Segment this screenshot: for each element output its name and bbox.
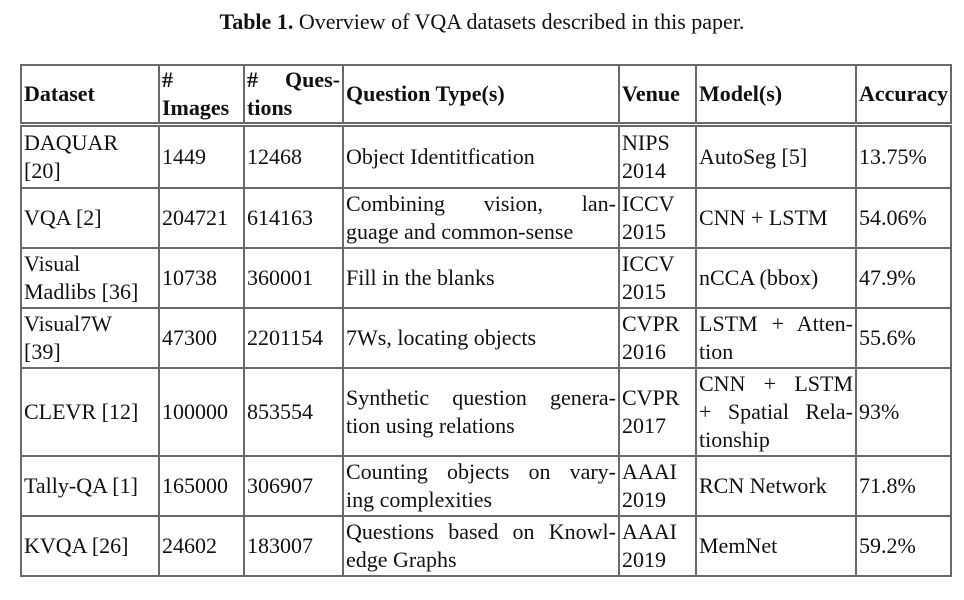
cell-questions: 183007 [244,516,343,576]
caption-label: Table 1. [219,9,294,34]
cell-accuracy: 71.8% [856,456,951,516]
cell-question-type: Synthetic question genera- tion using relations [343,368,619,456]
cell-model: LSTM + Atten- tion [696,308,856,368]
header-question-types: Question Type(s) [343,65,619,123]
cell-accuracy: 55.6% [856,308,951,368]
cell-images: 204721 [159,188,244,248]
header-row [21,65,951,123]
cell-model: AutoSeg [5] [696,126,856,188]
cell-images: 100000 [159,368,244,456]
cell-dataset: DAQUAR [20] [21,126,159,188]
cell-model: MemNet [696,516,856,576]
header-questions: # Ques- tions [244,65,343,123]
caption-text: Overview of VQA datasets described in this paper. [293,9,745,34]
cell-dataset: CLEVR [12] [21,368,159,456]
table-row [21,368,951,456]
table-row [21,308,951,368]
cell-venue: ICCV 2015 [619,248,696,308]
table-row [21,516,951,576]
cell-images: 24602 [159,516,244,576]
cell-questions: 12468 [244,126,343,188]
cell-questions: 306907 [244,456,343,516]
header-accuracy: Accuracy [856,65,951,123]
cell-dataset: Tally-QA [1] [21,456,159,516]
cell-venue: CVPR 2016 [619,308,696,368]
header-dataset: Dataset [21,65,159,123]
table-row [21,126,951,188]
cell-venue: ICCV 2015 [619,188,696,248]
cell-venue: AAAI 2019 [619,456,696,516]
cell-images: 165000 [159,456,244,516]
cell-model: CNN + LSTM + Spatial Rela- tionship [696,368,856,456]
cell-venue: NIPS 2014 [619,126,696,188]
cell-accuracy: 13.75% [856,126,951,188]
header-venue: Venue [619,65,696,123]
header-images: # Images [159,65,244,123]
table-row [21,456,951,516]
table-row [21,248,951,308]
header-models: Model(s) [696,65,856,123]
cell-images: 47300 [159,308,244,368]
cell-questions: 614163 [244,188,343,248]
cell-accuracy: 59.2% [856,516,951,576]
table-header [20,64,952,124]
cell-images: 10738 [159,248,244,308]
table-caption [0,8,964,36]
cell-questions: 360001 [244,248,343,308]
cell-dataset: Visual7W [39] [21,308,159,368]
cell-question-type: Questions based on Knowl- edge Graphs [343,516,619,576]
cell-dataset: Visual Madlibs [36] [21,248,159,308]
table-body [20,125,952,577]
cell-question-type: 7Ws, locating objects [343,308,619,368]
cell-question-type: Counting objects on vary- ing complexities [343,456,619,516]
cell-model: nCCA (bbox) [696,248,856,308]
cell-venue: AAAI 2019 [619,516,696,576]
table-row [21,188,951,248]
cell-dataset: VQA [2] [21,188,159,248]
cell-question-type: Fill in the blanks [343,248,619,308]
cell-model: RCN Network [696,456,856,516]
cell-questions: 2201154 [244,308,343,368]
cell-accuracy: 54.06% [856,188,951,248]
cell-accuracy: 47.9% [856,248,951,308]
cell-dataset: KVQA [26] [21,516,159,576]
cell-question-type: Object Identitfication [343,126,619,188]
cell-images: 1449 [159,126,244,188]
cell-model: CNN + LSTM [696,188,856,248]
cell-questions: 853554 [244,368,343,456]
cell-venue: CVPR 2017 [619,368,696,456]
cell-question-type: Combining vision, lan- guage and common-sense [343,188,619,248]
cell-accuracy: 93% [856,368,951,456]
